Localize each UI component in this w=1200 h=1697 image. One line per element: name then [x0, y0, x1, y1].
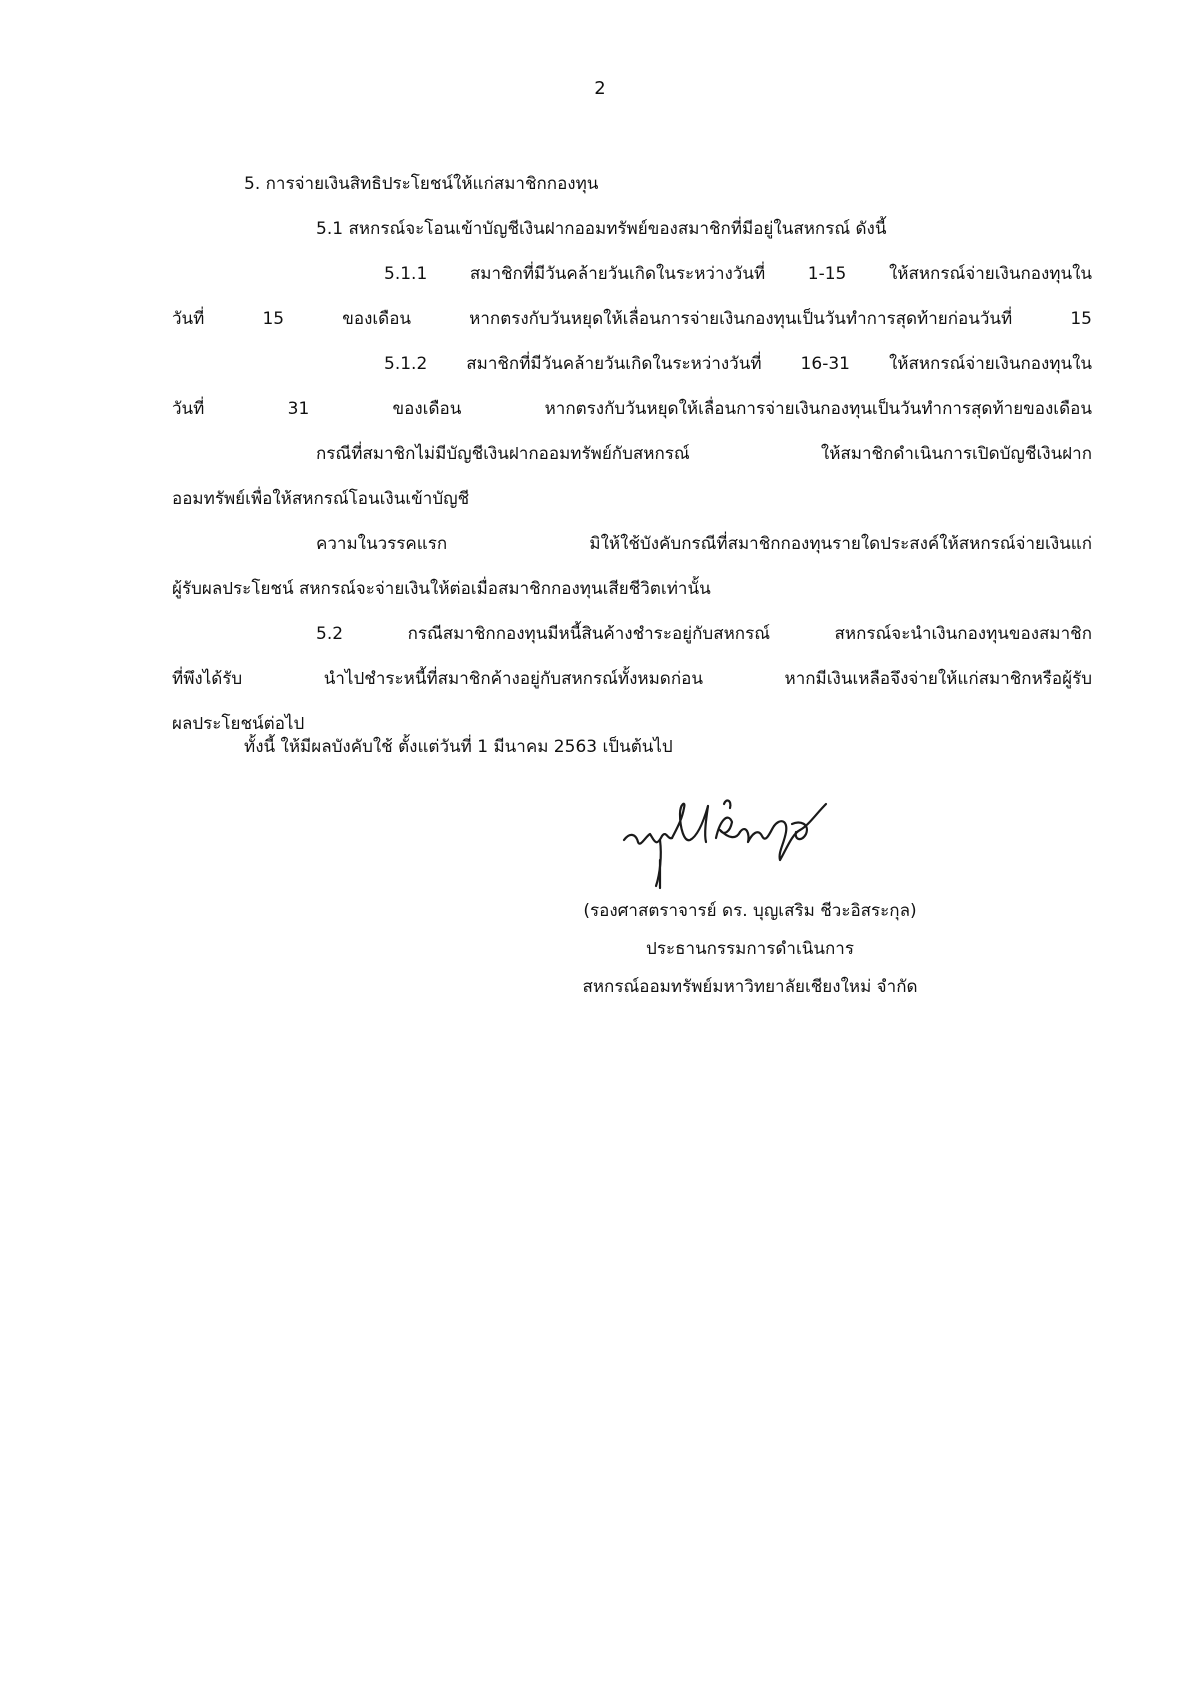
- section-5-1: 5.1 สหกรณ์จะโอนเข้าบัญชีเงินฝากออมทรัพย์ของสมาชิกที่มีอยู่ในสหกรณ์ ดังนี้: [316, 219, 887, 239]
- section-5-1-1-line2: วันที่ 15 ของเดือน หากตรงกับวันหยุดให้เลื่อนการจ่ายเงินกองทุนเป็นวันทำการสุดท้ายก่อนวันที่ 15: [172, 309, 1092, 329]
- handwritten-signature: [620, 790, 860, 900]
- section-5-2-line3: ผลประโยชน์ต่อไป: [172, 714, 305, 734]
- section-5-2-line2: ที่พึงได้รับ นำไปชำระหนี้ที่สมาชิกค้างอยู่กับสหกรณ์ทั้งหมดก่อน หากมีเงินเหลือจึงจ่ายให้แก่สมาชิกหรือผู้รับ: [172, 669, 1092, 689]
- section-5-1-2-line2: วันที่ 31 ของเดือน หากตรงกับวันหยุดให้เลื่อนการจ่ายเงินกองทุนเป็นวันทำการสุดท้ายของเดือน: [172, 399, 1092, 419]
- signer-organization: สหกรณ์ออมทรัพย์มหาวิทยาลัยเชียงใหม่ จำกัด: [582, 977, 918, 997]
- signer-name: (รองศาสตราจารย์ ดร. บุญเสริม ชีวะอิสระกุล): [583, 901, 917, 921]
- section-5-2-line1: 5.2 กรณีสมาชิกกองทุนมีหนี้สินค้างชำระอยู่กับสหกรณ์ สหกรณ์จะนำเงินกองทุนของสมาชิก: [316, 624, 1092, 644]
- section-5-1-2-line1: 5.1.2 สมาชิกที่มีวันคล้ายวันเกิดในระหว่างวันที่ 16-31 ให้สหกรณ์จ่ายเงินกองทุนใน: [384, 354, 1092, 374]
- effective-date: ทั้งนี้ ให้มีผลบังคับใช้ ตั้งแต่วันที่ 1 มีนาคม 2563 เป็นต้นไป: [244, 737, 673, 757]
- exception-line2: ผู้รับผลประโยชน์ สหกรณ์จะจ่ายเงินให้ต่อเมื่อสมาชิกกองทุนเสียชีวิตเท่านั้น: [172, 579, 711, 599]
- section-5-body: [172, 162, 1092, 747]
- signer-position: ประธานกรรมการดำเนินการ: [646, 939, 854, 959]
- no-account-line2: ออมทรัพย์เพื่อให้สหกรณ์โอนเงินเข้าบัญชี: [172, 489, 470, 509]
- page-number: 2: [594, 78, 606, 99]
- section-5-1-1-line1: 5.1.1 สมาชิกที่มีวันคล้ายวันเกิดในระหว่างวันที่ 1-15 ให้สหกรณ์จ่ายเงินกองทุนใน: [384, 264, 1092, 284]
- signer-block: [540, 892, 960, 1006]
- no-account-line1: กรณีที่สมาชิกไม่มีบัญชีเงินฝากออมทรัพย์กับสหกรณ์ ให้สมาชิกดำเนินการเปิดบัญชีเงินฝาก: [316, 444, 1092, 464]
- exception-line1: ความในวรรคแรก มิให้ใช้บังคับกรณีที่สมาชิกกองทุนรายใดประสงค์ให้สหกรณ์จ่ายเงินแก่: [316, 534, 1092, 554]
- section-5-heading: 5. การจ่ายเงินสิทธิประโยชน์ให้แก่สมาชิกกองทุน: [244, 174, 599, 194]
